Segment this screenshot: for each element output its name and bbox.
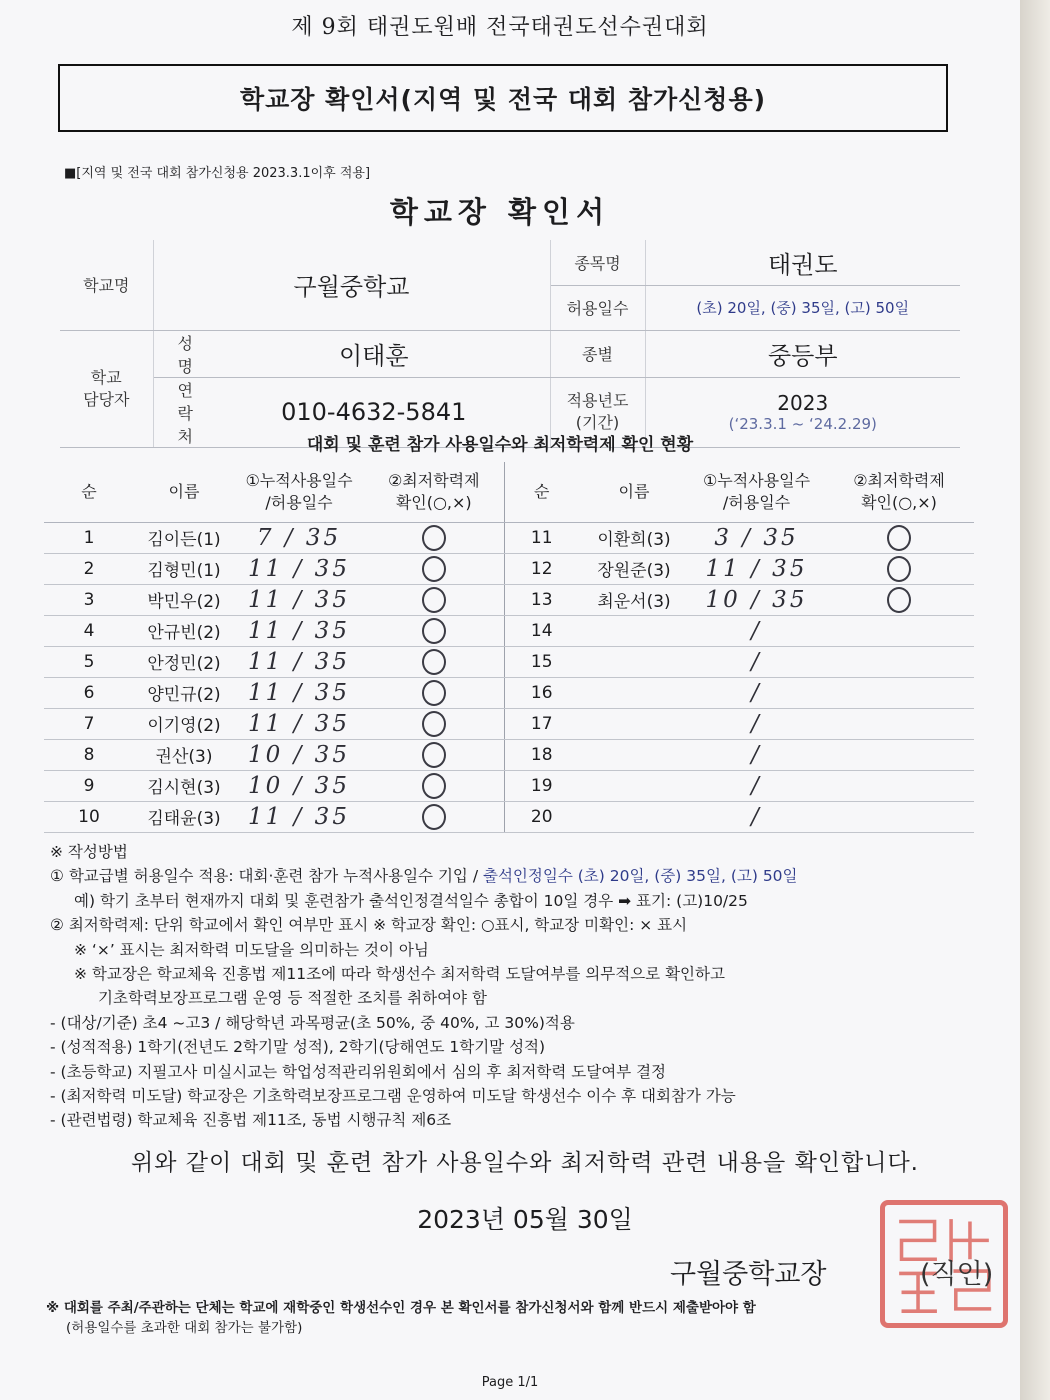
desk-background (1020, 0, 1050, 1400)
student-days: / (689, 615, 824, 646)
table-row (44, 677, 974, 708)
student-name: 권산(3) (134, 739, 234, 770)
academic-check (824, 553, 974, 584)
table-row (44, 646, 974, 677)
academic-check (364, 584, 504, 615)
student-name: 양민규(2) (134, 677, 234, 708)
footnote-line: (허용일수를 초과한 대회 참가는 불가함) (66, 1320, 303, 1336)
instruction-accent: 출석인정일수 (초) 20일, (중) 35일, (고) 50일 (482, 867, 798, 886)
academic-check (824, 770, 974, 801)
academic-check (824, 522, 974, 553)
student-number: 5 (44, 646, 134, 677)
col-academic-right: ②최저학력제 확인(○,×) (824, 462, 974, 522)
school-name-label: 학교명 (60, 240, 153, 330)
manager-label: 학교 담당자 (60, 330, 153, 447)
student-number: 7 (44, 708, 134, 739)
student-days: / (689, 708, 824, 739)
student-number: 18 (504, 739, 579, 770)
principal-signature: 구월중학교장 (670, 1259, 827, 1290)
student-days: 3 / 35 (689, 522, 824, 553)
col-name-left: 이름 (134, 462, 234, 522)
student-number: 12 (504, 553, 579, 584)
table-row (44, 553, 974, 584)
circle-mark-icon (422, 587, 446, 613)
student-name: 김이든(1) (134, 522, 234, 553)
document-date: 2023년 05월 30일 (417, 1205, 633, 1234)
academic-check (364, 801, 504, 832)
student-days: / (689, 646, 824, 677)
instruction-line: ※ ‘×’ 표시는 최저학력 미도달을 의미하는 것이 아님 (74, 940, 429, 959)
student-days: 11 / 35 (234, 646, 364, 677)
footnote-line: ※ 대회를 주최/주관하는 단체는 학교에 재학중인 학생선수인 경우 본 확인서를 참가신청서와 함께 반드시 제출받아야 함 (46, 1300, 756, 1316)
circle-mark-icon (422, 711, 446, 737)
document-header: 제 9회 태권도원배 전국태권도선수권대회 (291, 15, 709, 40)
student-days: / (689, 770, 824, 801)
academic-check (824, 646, 974, 677)
student-name (579, 739, 689, 770)
student-number: 9 (44, 770, 134, 801)
academic-check (364, 615, 504, 646)
academic-check (824, 615, 974, 646)
student-number: 17 (504, 708, 579, 739)
student-days: 10 / 35 (234, 739, 364, 770)
student-days: 11 / 35 (234, 708, 364, 739)
academic-check (364, 770, 504, 801)
table-row (44, 739, 974, 770)
student-days: / (689, 739, 824, 770)
student-number: 11 (504, 522, 579, 553)
circle-mark-icon (422, 804, 446, 830)
student-name: 이기영(2) (134, 708, 234, 739)
student-days: 10 / 35 (234, 770, 364, 801)
document-title: 학교장 확인서(지역 및 전국 대회 참가신청용) (58, 64, 948, 132)
table-row (44, 770, 974, 801)
instructions (50, 840, 990, 1133)
student-number: 1 (44, 522, 134, 553)
student-number: 3 (44, 584, 134, 615)
instruction-line: - (대상/기준) 초4 ~고3 / 해당학년 과목평균(초 50%, 중 40%, 고 30%)적용 (50, 1013, 575, 1032)
student-roster-table (44, 462, 974, 833)
instruction-line: ※ 학교장은 학교체육 진흥법 제11조에 따라 학생선수 최저학력 도달여부를 의무적으로 확인하고 (74, 965, 725, 984)
table-row (44, 708, 974, 739)
student-number: 15 (504, 646, 579, 677)
instruction-line: - (성적적용) 1학기(전년도 2학기말 성적), 2학기(당해연도 1학기말 성적) (50, 1038, 546, 1057)
academic-check (824, 677, 974, 708)
footnote (46, 1298, 1016, 1338)
school-info-table (60, 240, 960, 448)
student-name (579, 770, 689, 801)
instruction-line (50, 864, 990, 888)
circle-mark-icon (887, 556, 911, 582)
student-name: 장원준(3) (579, 553, 689, 584)
student-days: 11 / 35 (234, 615, 364, 646)
table-row (44, 801, 974, 832)
instruction-line: - (초등학교) 지필고사 미실시교는 학업성적관리위원회에서 심의 후 최저학력 도달여부 결정 (50, 1062, 667, 1081)
student-days: 11 / 35 (234, 677, 364, 708)
table-row (44, 584, 974, 615)
student-days: 11 / 35 (689, 553, 824, 584)
student-number: 16 (504, 677, 579, 708)
allowed-days-label: 허용일수 (550, 285, 645, 330)
event-value: 태권도 (645, 240, 960, 285)
student-name: 이환희(3) (579, 522, 689, 553)
table-row (44, 522, 974, 553)
academic-check (364, 553, 504, 584)
circle-mark-icon (422, 680, 446, 706)
academic-check (364, 646, 504, 677)
student-number: 14 (504, 615, 579, 646)
contact-value: 010-4632-5841 (198, 377, 550, 447)
student-name (579, 708, 689, 739)
instruction-text: ① 학교급별 허용일수 적용: 대회·훈련 참가 누적사용일수 기입 / (50, 867, 483, 886)
period-value: (‘23.3.1 ~ ‘24.2.29) (728, 415, 877, 433)
student-name (579, 646, 689, 677)
circle-mark-icon (422, 773, 446, 799)
circle-mark-icon (422, 556, 446, 582)
student-name: 안규빈(2) (134, 615, 234, 646)
division-label: 종별 (550, 330, 645, 377)
student-days: / (689, 677, 824, 708)
student-name: 안정민(2) (134, 646, 234, 677)
student-name: 김형민(1) (134, 553, 234, 584)
academic-check (824, 801, 974, 832)
col-academic-left: ②최저학력제 확인(○,×) (364, 462, 504, 522)
student-number: 10 (44, 801, 134, 832)
student-name (579, 801, 689, 832)
student-name: 박민우(2) (134, 584, 234, 615)
col-days-right: ①누적사용일수 /허용일수 (689, 462, 824, 522)
circle-mark-icon (422, 649, 446, 675)
student-name: 최운서(3) (579, 584, 689, 615)
student-number: 8 (44, 739, 134, 770)
student-name: 김태윤(3) (134, 801, 234, 832)
circle-mark-icon (887, 525, 911, 551)
col-name-right: 이름 (579, 462, 689, 522)
student-number: 4 (44, 615, 134, 646)
student-days: / (689, 801, 824, 832)
contact-label: 연락처 (153, 377, 198, 447)
student-number: 6 (44, 677, 134, 708)
instruction-line: 예) 학기 초부터 현재까지 대회 및 훈련참가 출석인정결석일수 총합이 10일 경우 ➡ 표기: (고)10/25 (74, 891, 748, 910)
student-number: 20 (504, 801, 579, 832)
division-value: 중등부 (645, 330, 960, 377)
academic-check (364, 708, 504, 739)
instruction-line: 기초학력보장프로그램 운영 등 적절한 조치를 취하여야 함 (98, 989, 487, 1008)
student-days: 10 / 35 (689, 584, 824, 615)
circle-mark-icon (887, 587, 911, 613)
col-days-left: ①누적사용일수 /허용일수 (234, 462, 364, 522)
section-title: 대회 및 훈련 참가 사용일수와 최저학력제 확인 현황 (306, 435, 694, 455)
student-days: 11 / 35 (234, 553, 364, 584)
confirmation-statement: 위와 같이 대회 및 훈련 참가 사용일수와 최저학력 관련 내용을 확인합니다. (131, 1150, 919, 1176)
table-row (44, 615, 974, 646)
year-label: 적용년도 (기간) (550, 377, 645, 447)
allowed-days-value: (초) 20일, (중) 35일, (고) 50일 (645, 285, 960, 330)
instruction-line: - (관련법령) 학교체육 진흥법 제11조, 동법 시행규칙 제6조 (50, 1111, 452, 1130)
student-name: 김시현(3) (134, 770, 234, 801)
circle-mark-icon (422, 618, 446, 644)
school-name-value: 구월중학교 (153, 240, 550, 330)
event-label: 종목명 (550, 240, 645, 285)
circle-mark-icon (422, 525, 446, 551)
academic-check (824, 708, 974, 739)
year-value: 2023 (777, 391, 829, 415)
academic-check (824, 584, 974, 615)
roster-body (44, 522, 974, 832)
student-number: 19 (504, 770, 579, 801)
page-number: Page 1/1 (481, 1375, 539, 1390)
seal-label: (직인) (920, 1259, 994, 1290)
circle-mark-icon (422, 742, 446, 768)
instruction-line: ② 최저학력제: 단위 학교에서 확인 여부만 표시 ※ 학교장 확인: ○표시, 학교장 미확인: × 표시 (50, 916, 688, 935)
student-days: 11 / 35 (234, 584, 364, 615)
applicability-note: ■[지역 및 전국 대회 참가신청용 2023.3.1이후 적용] (64, 166, 371, 181)
student-name (579, 615, 689, 646)
manager-name-label: 성 명 (153, 330, 198, 377)
student-number: 2 (44, 553, 134, 584)
academic-check (824, 739, 974, 770)
student-number: 13 (504, 584, 579, 615)
academic-check (364, 522, 504, 553)
col-no-left: 순 (44, 462, 134, 522)
student-days: 11 / 35 (234, 801, 364, 832)
instruction-line: - (최저학력 미도달) 학교장은 기초학력보장프로그램 운영하여 미도달 학생선수 이수 후 대회참가 가능 (50, 1087, 736, 1106)
academic-check (364, 677, 504, 708)
form-title: 학교장 확인서 (389, 195, 611, 229)
col-no-right: 순 (504, 462, 579, 522)
manager-name-value: 이태훈 (198, 330, 550, 377)
student-days: 7 / 35 (234, 522, 364, 553)
instructions-heading: ※ 작성방법 (50, 843, 128, 861)
student-name (579, 677, 689, 708)
academic-check (364, 739, 504, 770)
